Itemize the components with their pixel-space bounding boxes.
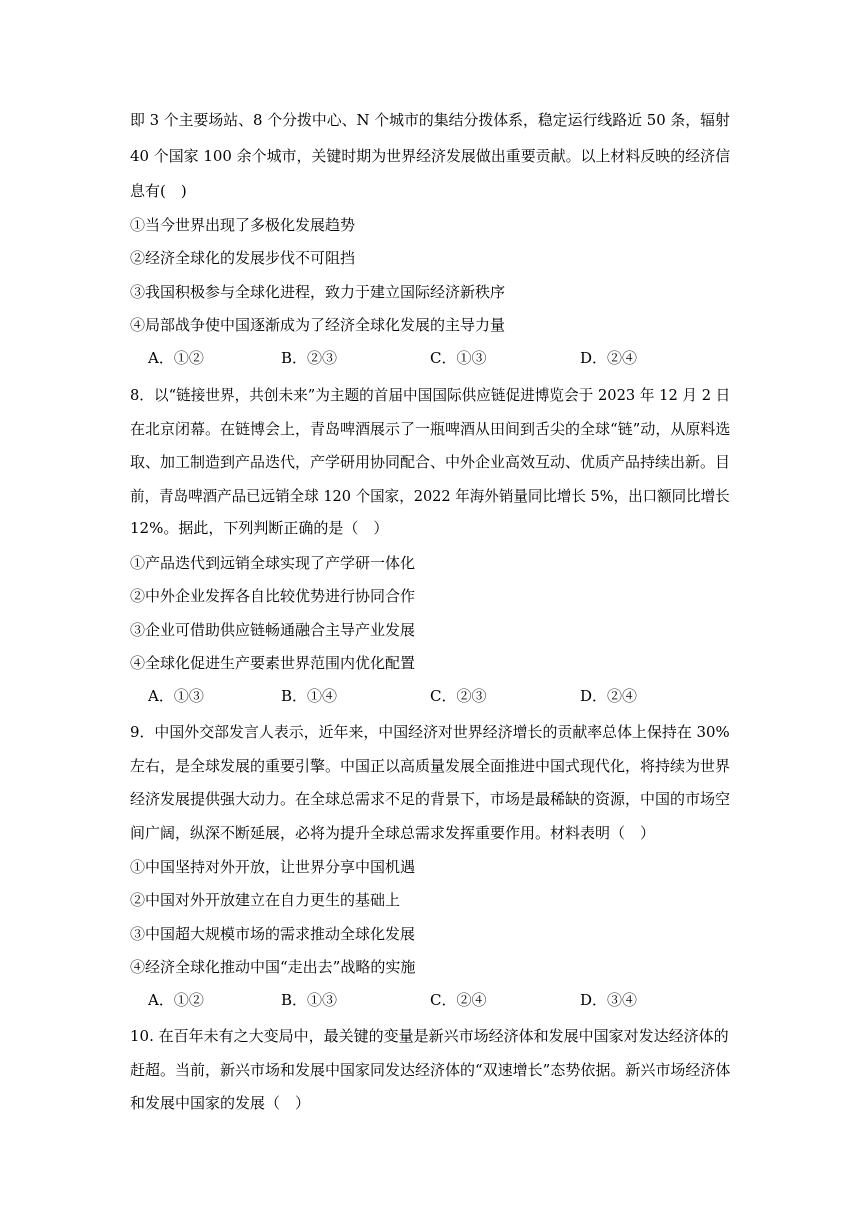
statement-1: ①当今世界出现了多极化发展趋势: [130, 216, 356, 234]
statement-4: ④经济全球化推动中国“走出去”战略的实施: [130, 958, 416, 976]
question-text-line: 左右，是全球发展的重要引擎。中国正以高质量发展全面推进中国式现代化，将持续为世界: [130, 757, 731, 775]
statement-1: ①中国坚持对外开放，让世界分享中国机遇: [130, 858, 416, 876]
statement-2: ②中外企业发挥各自比较优势进行协同合作: [130, 587, 416, 605]
option-a: A．①③: [148, 687, 204, 705]
question-text-line: 赶超。当前，新兴市场和发展中国家同发达经济体的“双速增长”态势依据。新兴市场经济体: [130, 1061, 731, 1079]
question-text-line: 9．中国外交部发言人表示，近年来，中国经济对世界经济增长的贡献率总体上保持在 30%: [130, 723, 730, 741]
option-d: D．②④: [580, 349, 638, 367]
option-c: C．②④: [430, 991, 487, 1009]
option-b: B．①④: [281, 687, 338, 705]
option-d: D．③④: [580, 991, 638, 1009]
question-text-line: 间广阔，纵深不断延展，必将为提升全球总需求发挥重要作用。材料表明（ ）: [130, 824, 656, 842]
option-b: B．②③: [281, 349, 338, 367]
answer-options: [148, 990, 748, 1010]
question-text-line: 经济发展提供强大动力。在全球总需求不足的背景下，市场是最稀缺的资源，中国的市场空: [130, 790, 731, 808]
statement-3: ③企业可借助供应链畅通融合主导产业发展: [130, 621, 416, 639]
statement-2: ②经济全球化的发展步伐不可阻挡: [130, 249, 356, 267]
question-text-line: 前，青岛啤酒产品已远销全球 120 个国家，2022 年海外销量同比增长 5%，出口额同比增长: [130, 487, 730, 505]
statement-2: ②中国对外开放建立在自力更生的基础上: [130, 891, 401, 909]
statement-4: ④局部战争使中国逐渐成为了经济全球化发展的主导力量: [130, 316, 506, 334]
answer-options: [148, 686, 748, 706]
question-text-line: 和发展中国家的发展（ ）: [130, 1094, 311, 1112]
answer-options: [148, 348, 748, 368]
option-b: B．①③: [281, 991, 338, 1009]
question-text-line: 12%。据此，下列判断正确的是（ ）: [130, 519, 389, 537]
question-text-line: 8．以“链接世界，共创未来”为主题的首届中国国际供应链促进博览会于 2023 年 12 月 2 日: [130, 386, 731, 404]
question-text-line: 在北京闭幕。在链博会上，青岛啤酒展示了一瓶啤酒从田间到舌尖的全球“链”动，从原料选: [130, 420, 731, 438]
option-a: A．①②: [148, 991, 204, 1009]
question-text-line: 40 个国家 100 余个城市，关键时期为世界经济发展做出重要贡献。以上材料反映的经济信: [130, 147, 731, 165]
question-text-line: 10. 在百年未有之大变局中，最关键的变量是新兴市场经济体和发展中国家对发达经济体的: [130, 1027, 729, 1045]
option-c: C．①③: [430, 349, 487, 367]
option-c: C．②③: [430, 687, 487, 705]
option-d: D．②④: [580, 687, 638, 705]
option-a: A．①②: [148, 349, 204, 367]
statement-4: ④全球化促进生产要素世界范围内优化配置: [130, 654, 416, 672]
statement-3: ③我国积极参与全球化进程，致力于建立国际经济新秩序: [130, 283, 506, 301]
statement-3: ③中国超大规模市场的需求推动全球化发展: [130, 925, 416, 943]
question-text-line: 息有( ): [130, 182, 187, 200]
question-text-line: 即 3 个主要场站、8 个分拨中心、N 个城市的集结分拨体系，稳定运行线路近 50 条，辐射: [130, 111, 730, 129]
question-text-line: 取、加工制造到产品迭代，产学研用协同配合、中外企业高效互动、优质产品持续出新。目: [130, 453, 731, 471]
statement-1: ①产品迭代到远销全球实现了产学研一体化: [130, 554, 416, 572]
